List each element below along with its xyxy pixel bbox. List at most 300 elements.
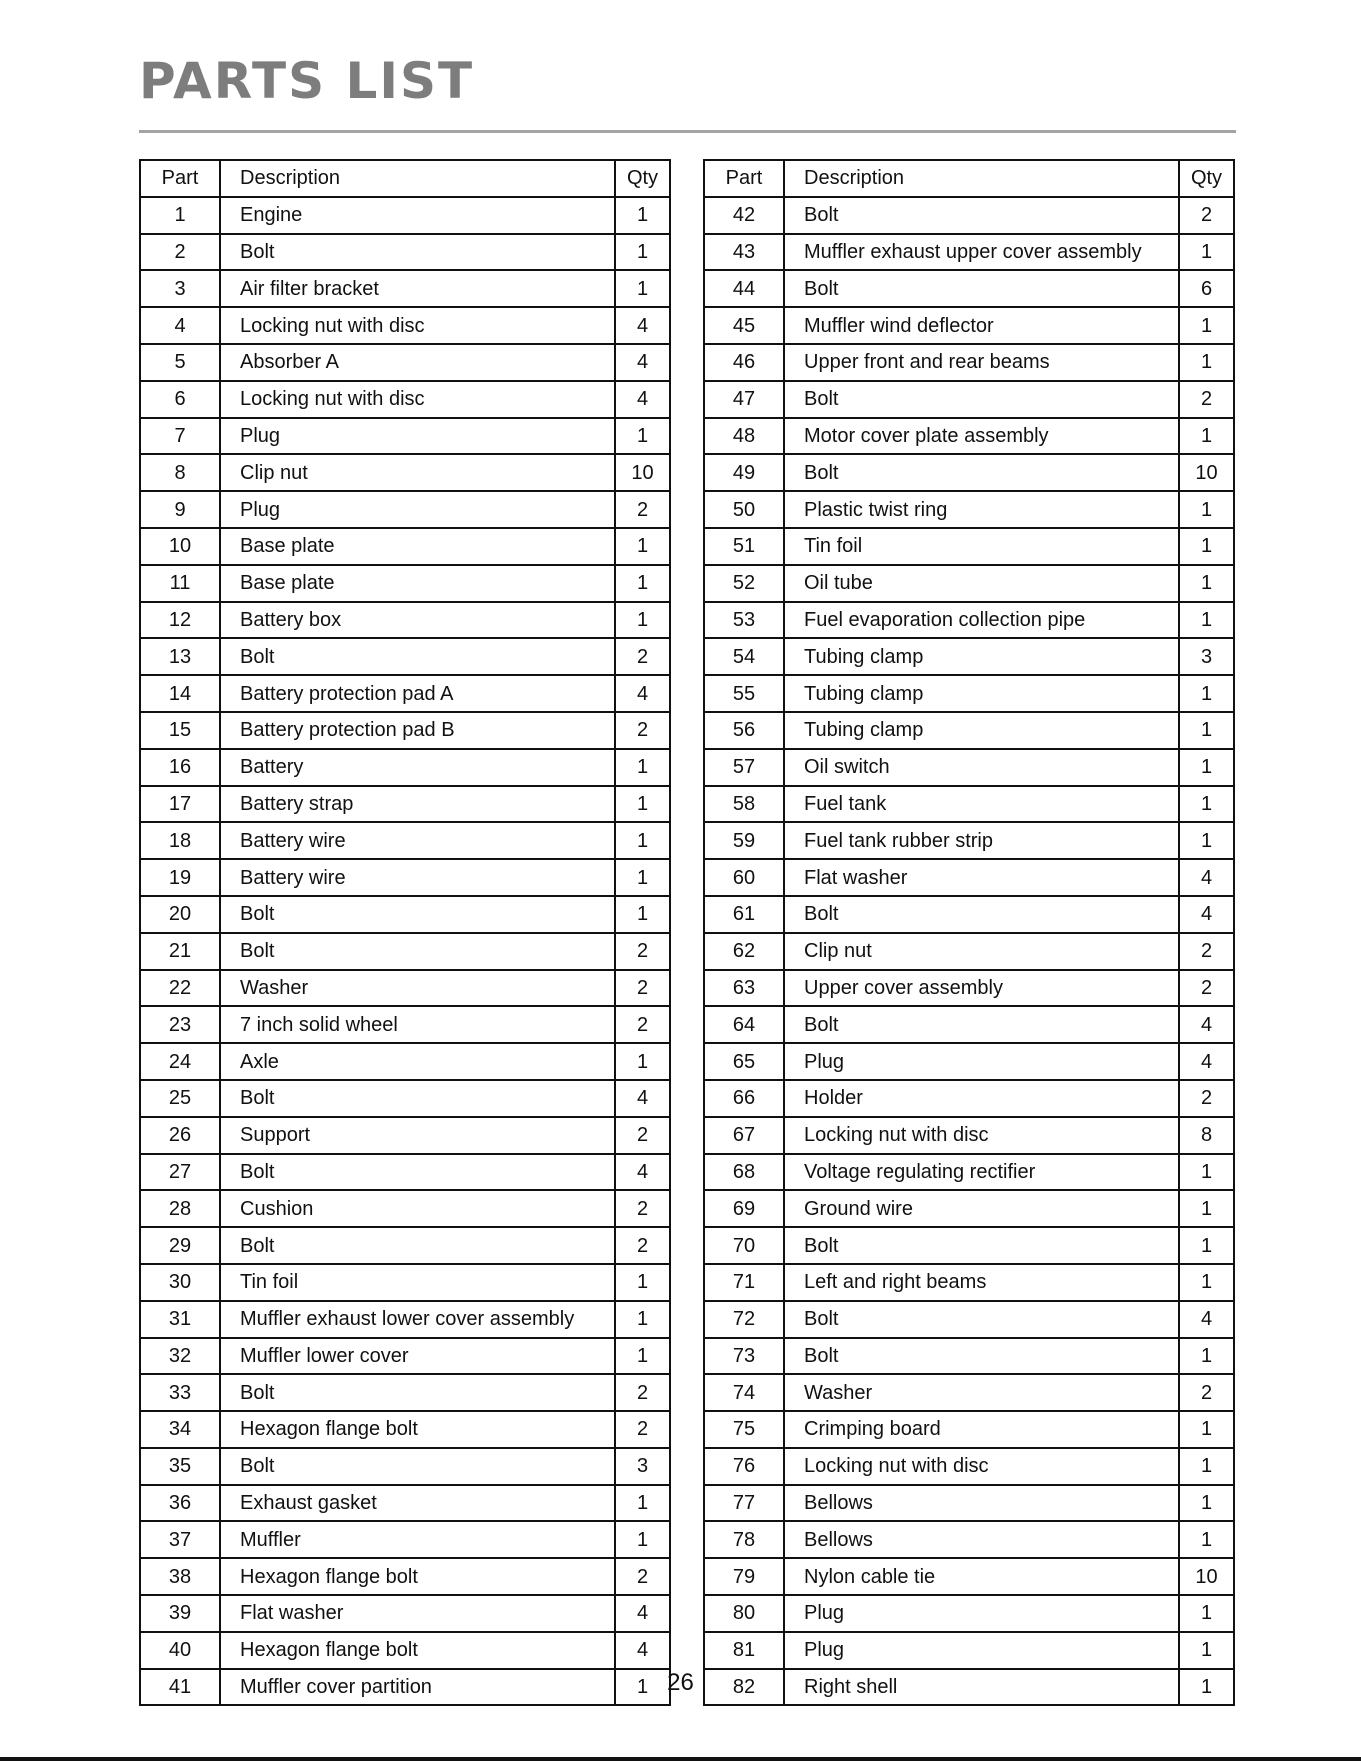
part-number-cell: 19 bbox=[140, 859, 220, 896]
description-cell: Muffler bbox=[220, 1521, 615, 1558]
description-cell: Bolt bbox=[220, 1227, 615, 1264]
description-cell: Tin foil bbox=[784, 528, 1179, 565]
table-row bbox=[140, 418, 670, 455]
table-row bbox=[704, 344, 1234, 381]
quantity-cell: 4 bbox=[615, 1080, 670, 1117]
part-number-cell: 75 bbox=[704, 1411, 784, 1448]
quantity-cell: 1 bbox=[1179, 1338, 1234, 1375]
part-number-cell: 39 bbox=[140, 1595, 220, 1632]
description-cell: Bolt bbox=[220, 1154, 615, 1191]
part-number-cell: 24 bbox=[140, 1043, 220, 1080]
table-row bbox=[704, 970, 1234, 1007]
page-number: 26 bbox=[667, 1669, 694, 1696]
quantity-cell: 2 bbox=[1179, 970, 1234, 1007]
part-number-cell: 63 bbox=[704, 970, 784, 1007]
header-part: Part bbox=[704, 160, 784, 197]
description-cell: Plug bbox=[220, 491, 615, 528]
description-cell: Bolt bbox=[220, 896, 615, 933]
quantity-cell: 10 bbox=[1179, 454, 1234, 491]
table-row bbox=[140, 749, 670, 786]
quantity-cell: 4 bbox=[615, 1595, 670, 1632]
description-cell: Clip nut bbox=[784, 933, 1179, 970]
table-row bbox=[704, 933, 1234, 970]
table-row bbox=[140, 270, 670, 307]
part-number-cell: 40 bbox=[140, 1632, 220, 1669]
quantity-cell: 1 bbox=[1179, 822, 1234, 859]
header-description: Description bbox=[784, 160, 1179, 197]
table-row bbox=[704, 1154, 1234, 1191]
description-cell: Oil switch bbox=[784, 749, 1179, 786]
description-cell: Plug bbox=[784, 1595, 1179, 1632]
quantity-cell: 2 bbox=[615, 1374, 670, 1411]
description-cell: Tin foil bbox=[220, 1264, 615, 1301]
part-number-cell: 65 bbox=[704, 1043, 784, 1080]
part-number-cell: 37 bbox=[140, 1521, 220, 1558]
table-row bbox=[704, 1117, 1234, 1154]
description-cell: Bolt bbox=[220, 638, 615, 675]
table-row bbox=[140, 1043, 670, 1080]
quantity-cell: 1 bbox=[1179, 675, 1234, 712]
description-cell: Bolt bbox=[784, 1006, 1179, 1043]
description-cell: Washer bbox=[784, 1374, 1179, 1411]
quantity-cell: 1 bbox=[615, 1485, 670, 1522]
table-row bbox=[704, 896, 1234, 933]
description-cell: Tubing clamp bbox=[784, 675, 1179, 712]
table-row bbox=[140, 1448, 670, 1485]
part-number-cell: 41 bbox=[140, 1669, 220, 1706]
part-number-cell: 22 bbox=[140, 970, 220, 1007]
table-row bbox=[704, 1338, 1234, 1375]
description-cell: Exhaust gasket bbox=[220, 1485, 615, 1522]
quantity-cell: 6 bbox=[1179, 270, 1234, 307]
quantity-cell: 1 bbox=[615, 197, 670, 234]
part-number-cell: 23 bbox=[140, 1006, 220, 1043]
part-number-cell: 4 bbox=[140, 307, 220, 344]
description-cell: Bolt bbox=[220, 1374, 615, 1411]
description-cell: Engine bbox=[220, 197, 615, 234]
table-row bbox=[140, 786, 670, 823]
description-cell: Base plate bbox=[220, 565, 615, 602]
part-number-cell: 49 bbox=[704, 454, 784, 491]
description-cell: Battery wire bbox=[220, 822, 615, 859]
description-cell: Fuel tank rubber strip bbox=[784, 822, 1179, 859]
description-cell: Air filter bracket bbox=[220, 270, 615, 307]
table-row bbox=[704, 1374, 1234, 1411]
table-row bbox=[140, 1080, 670, 1117]
quantity-cell: 1 bbox=[1179, 1227, 1234, 1264]
part-number-cell: 38 bbox=[140, 1558, 220, 1595]
quantity-cell: 4 bbox=[1179, 1006, 1234, 1043]
quantity-cell: 2 bbox=[615, 1411, 670, 1448]
quantity-cell: 1 bbox=[615, 602, 670, 639]
quantity-cell: 1 bbox=[1179, 1521, 1234, 1558]
table-row bbox=[140, 896, 670, 933]
table-header-row bbox=[140, 160, 670, 197]
quantity-cell: 1 bbox=[1179, 1485, 1234, 1522]
parts-table-left bbox=[139, 159, 671, 1706]
quantity-cell: 1 bbox=[615, 1521, 670, 1558]
description-cell: Right shell bbox=[784, 1669, 1179, 1706]
quantity-cell: 2 bbox=[615, 1006, 670, 1043]
quantity-cell: 1 bbox=[615, 786, 670, 823]
quantity-cell: 1 bbox=[1179, 786, 1234, 823]
part-number-cell: 5 bbox=[140, 344, 220, 381]
table-row bbox=[704, 197, 1234, 234]
description-cell: Washer bbox=[220, 970, 615, 1007]
table-row bbox=[704, 1006, 1234, 1043]
description-cell: Hexagon flange bolt bbox=[220, 1558, 615, 1595]
description-cell: Flat washer bbox=[784, 859, 1179, 896]
table-row bbox=[704, 786, 1234, 823]
quantity-cell: 2 bbox=[1179, 197, 1234, 234]
part-number-cell: 64 bbox=[704, 1006, 784, 1043]
description-cell: Hexagon flange bolt bbox=[220, 1411, 615, 1448]
part-number-cell: 8 bbox=[140, 454, 220, 491]
description-cell: Plug bbox=[784, 1632, 1179, 1669]
parts-table-left-body bbox=[140, 197, 670, 1706]
table-row bbox=[140, 197, 670, 234]
table-row bbox=[704, 454, 1234, 491]
header-description: Description bbox=[220, 160, 615, 197]
part-number-cell: 26 bbox=[140, 1117, 220, 1154]
description-cell: Base plate bbox=[220, 528, 615, 565]
description-cell: Plug bbox=[220, 418, 615, 455]
part-number-cell: 17 bbox=[140, 786, 220, 823]
description-cell: Oil tube bbox=[784, 565, 1179, 602]
table-row bbox=[704, 307, 1234, 344]
quantity-cell: 2 bbox=[615, 933, 670, 970]
part-number-cell: 18 bbox=[140, 822, 220, 859]
quantity-cell: 3 bbox=[615, 1448, 670, 1485]
table-row bbox=[704, 1190, 1234, 1227]
part-number-cell: 52 bbox=[704, 565, 784, 602]
quantity-cell: 1 bbox=[615, 528, 670, 565]
table-row bbox=[140, 1485, 670, 1522]
quantity-cell: 4 bbox=[1179, 1043, 1234, 1080]
table-row bbox=[704, 675, 1234, 712]
part-number-cell: 55 bbox=[704, 675, 784, 712]
quantity-cell: 1 bbox=[615, 1669, 670, 1706]
table-row bbox=[140, 1558, 670, 1595]
part-number-cell: 42 bbox=[704, 197, 784, 234]
table-row bbox=[140, 675, 670, 712]
part-number-cell: 76 bbox=[704, 1448, 784, 1485]
quantity-cell: 1 bbox=[615, 859, 670, 896]
table-row bbox=[140, 1521, 670, 1558]
quantity-cell: 2 bbox=[615, 712, 670, 749]
part-number-cell: 31 bbox=[140, 1301, 220, 1338]
description-cell: Plastic twist ring bbox=[784, 491, 1179, 528]
part-number-cell: 74 bbox=[704, 1374, 784, 1411]
part-number-cell: 1 bbox=[140, 197, 220, 234]
part-number-cell: 53 bbox=[704, 602, 784, 639]
table-row bbox=[140, 1227, 670, 1264]
description-cell: Hexagon flange bolt bbox=[220, 1632, 615, 1669]
description-cell: Bolt bbox=[784, 1227, 1179, 1264]
description-cell: Bolt bbox=[220, 1448, 615, 1485]
quantity-cell: 1 bbox=[1179, 1154, 1234, 1191]
table-row bbox=[704, 1043, 1234, 1080]
header-qty: Qty bbox=[1179, 160, 1234, 197]
quantity-cell: 4 bbox=[615, 344, 670, 381]
quantity-cell: 1 bbox=[615, 234, 670, 271]
description-cell: Bellows bbox=[784, 1485, 1179, 1522]
part-number-cell: 61 bbox=[704, 896, 784, 933]
part-number-cell: 54 bbox=[704, 638, 784, 675]
description-cell: Support bbox=[220, 1117, 615, 1154]
part-number-cell: 35 bbox=[140, 1448, 220, 1485]
quantity-cell: 2 bbox=[1179, 1080, 1234, 1117]
quantity-cell: 1 bbox=[615, 822, 670, 859]
part-number-cell: 45 bbox=[704, 307, 784, 344]
part-number-cell: 82 bbox=[704, 1669, 784, 1706]
part-number-cell: 56 bbox=[704, 712, 784, 749]
part-number-cell: 71 bbox=[704, 1264, 784, 1301]
part-number-cell: 36 bbox=[140, 1485, 220, 1522]
quantity-cell: 2 bbox=[1179, 933, 1234, 970]
description-cell: Locking nut with disc bbox=[220, 381, 615, 418]
part-number-cell: 2 bbox=[140, 234, 220, 271]
part-number-cell: 9 bbox=[140, 491, 220, 528]
bottom-divider bbox=[0, 1757, 1361, 1761]
part-number-cell: 3 bbox=[140, 270, 220, 307]
part-number-cell: 48 bbox=[704, 418, 784, 455]
description-cell: Bolt bbox=[784, 270, 1179, 307]
description-cell: Flat washer bbox=[220, 1595, 615, 1632]
table-row bbox=[704, 381, 1234, 418]
table-row bbox=[140, 1006, 670, 1043]
quantity-cell: 1 bbox=[1179, 491, 1234, 528]
part-number-cell: 81 bbox=[704, 1632, 784, 1669]
part-number-cell: 60 bbox=[704, 859, 784, 896]
part-number-cell: 70 bbox=[704, 1227, 784, 1264]
table-row bbox=[704, 1080, 1234, 1117]
table-row bbox=[704, 712, 1234, 749]
table-row bbox=[140, 307, 670, 344]
table-row bbox=[704, 491, 1234, 528]
description-cell: Voltage regulating rectifier bbox=[784, 1154, 1179, 1191]
part-number-cell: 57 bbox=[704, 749, 784, 786]
quantity-cell: 1 bbox=[615, 1264, 670, 1301]
table-row bbox=[140, 1632, 670, 1669]
part-number-cell: 12 bbox=[140, 602, 220, 639]
table-row bbox=[140, 381, 670, 418]
description-cell: Motor cover plate assembly bbox=[784, 418, 1179, 455]
table-row bbox=[140, 1264, 670, 1301]
description-cell: Holder bbox=[784, 1080, 1179, 1117]
header-part: Part bbox=[140, 160, 220, 197]
title-divider bbox=[139, 130, 1236, 133]
quantity-cell: 8 bbox=[1179, 1117, 1234, 1154]
table-row bbox=[140, 859, 670, 896]
part-number-cell: 47 bbox=[704, 381, 784, 418]
quantity-cell: 1 bbox=[615, 418, 670, 455]
quantity-cell: 1 bbox=[615, 896, 670, 933]
quantity-cell: 1 bbox=[1179, 1595, 1234, 1632]
table-row bbox=[704, 234, 1234, 271]
quantity-cell: 1 bbox=[1179, 602, 1234, 639]
quantity-cell: 1 bbox=[1179, 749, 1234, 786]
quantity-cell: 1 bbox=[1179, 1190, 1234, 1227]
part-number-cell: 20 bbox=[140, 896, 220, 933]
table-row bbox=[140, 970, 670, 1007]
part-number-cell: 25 bbox=[140, 1080, 220, 1117]
part-number-cell: 43 bbox=[704, 234, 784, 271]
description-cell: Ground wire bbox=[784, 1190, 1179, 1227]
quantity-cell: 2 bbox=[615, 1117, 670, 1154]
part-number-cell: 13 bbox=[140, 638, 220, 675]
part-number-cell: 6 bbox=[140, 381, 220, 418]
description-cell: Battery box bbox=[220, 602, 615, 639]
quantity-cell: 2 bbox=[1179, 1374, 1234, 1411]
description-cell: Locking nut with disc bbox=[220, 307, 615, 344]
part-number-cell: 51 bbox=[704, 528, 784, 565]
quantity-cell: 4 bbox=[615, 307, 670, 344]
part-number-cell: 77 bbox=[704, 1485, 784, 1522]
quantity-cell: 1 bbox=[1179, 418, 1234, 455]
description-cell: Battery wire bbox=[220, 859, 615, 896]
table-row bbox=[704, 1301, 1234, 1338]
quantity-cell: 1 bbox=[1179, 528, 1234, 565]
table-row bbox=[140, 712, 670, 749]
description-cell: Muffler lower cover bbox=[220, 1338, 615, 1375]
part-number-cell: 14 bbox=[140, 675, 220, 712]
table-row bbox=[140, 638, 670, 675]
description-cell: Fuel tank bbox=[784, 786, 1179, 823]
table-row bbox=[140, 933, 670, 970]
table-row bbox=[704, 1411, 1234, 1448]
quantity-cell: 2 bbox=[615, 1190, 670, 1227]
description-cell: Locking nut with disc bbox=[784, 1117, 1179, 1154]
description-cell: Tubing clamp bbox=[784, 712, 1179, 749]
table-row bbox=[140, 1154, 670, 1191]
table-row bbox=[704, 270, 1234, 307]
description-cell: Battery protection pad B bbox=[220, 712, 615, 749]
description-cell: Bolt bbox=[784, 381, 1179, 418]
description-cell: Battery protection pad A bbox=[220, 675, 615, 712]
quantity-cell: 1 bbox=[1179, 307, 1234, 344]
table-row bbox=[140, 602, 670, 639]
description-cell: Nylon cable tie bbox=[784, 1558, 1179, 1595]
part-number-cell: 66 bbox=[704, 1080, 784, 1117]
part-number-cell: 79 bbox=[704, 1558, 784, 1595]
part-number-cell: 80 bbox=[704, 1595, 784, 1632]
table-row bbox=[704, 528, 1234, 565]
header-qty: Qty bbox=[615, 160, 670, 197]
part-number-cell: 7 bbox=[140, 418, 220, 455]
table-row bbox=[704, 1485, 1234, 1522]
description-cell: Plug bbox=[784, 1043, 1179, 1080]
table-row bbox=[140, 1374, 670, 1411]
table-row bbox=[140, 1117, 670, 1154]
quantity-cell: 4 bbox=[615, 1632, 670, 1669]
part-number-cell: 73 bbox=[704, 1338, 784, 1375]
part-number-cell: 28 bbox=[140, 1190, 220, 1227]
part-number-cell: 33 bbox=[140, 1374, 220, 1411]
quantity-cell: 1 bbox=[1179, 344, 1234, 381]
part-number-cell: 46 bbox=[704, 344, 784, 381]
description-cell: Left and right beams bbox=[784, 1264, 1179, 1301]
quantity-cell: 1 bbox=[1179, 234, 1234, 271]
part-number-cell: 29 bbox=[140, 1227, 220, 1264]
description-cell: Bolt bbox=[220, 1080, 615, 1117]
quantity-cell: 2 bbox=[615, 1227, 670, 1264]
quantity-cell: 2 bbox=[615, 638, 670, 675]
part-number-cell: 30 bbox=[140, 1264, 220, 1301]
quantity-cell: 4 bbox=[615, 381, 670, 418]
quantity-cell: 1 bbox=[1179, 565, 1234, 602]
description-cell: Muffler exhaust upper cover assembly bbox=[784, 234, 1179, 271]
table-row bbox=[140, 454, 670, 491]
table-row bbox=[704, 1521, 1234, 1558]
quantity-cell: 4 bbox=[615, 675, 670, 712]
description-cell: Axle bbox=[220, 1043, 615, 1080]
part-number-cell: 58 bbox=[704, 786, 784, 823]
description-cell: Muffler exhaust lower cover assembly bbox=[220, 1301, 615, 1338]
description-cell: Crimping board bbox=[784, 1411, 1179, 1448]
table-row bbox=[704, 418, 1234, 455]
part-number-cell: 67 bbox=[704, 1117, 784, 1154]
description-cell: Locking nut with disc bbox=[784, 1448, 1179, 1485]
description-cell: Absorber A bbox=[220, 344, 615, 381]
part-number-cell: 69 bbox=[704, 1190, 784, 1227]
part-number-cell: 72 bbox=[704, 1301, 784, 1338]
part-number-cell: 15 bbox=[140, 712, 220, 749]
description-cell: Fuel evaporation collection pipe bbox=[784, 602, 1179, 639]
description-cell: 7 inch solid wheel bbox=[220, 1006, 615, 1043]
description-cell: Bellows bbox=[784, 1521, 1179, 1558]
table-row bbox=[704, 1558, 1234, 1595]
description-cell: Bolt bbox=[784, 896, 1179, 933]
table-row bbox=[704, 1264, 1234, 1301]
part-number-cell: 44 bbox=[704, 270, 784, 307]
quantity-cell: 1 bbox=[615, 1338, 670, 1375]
description-cell: Bolt bbox=[784, 197, 1179, 234]
table-row bbox=[704, 638, 1234, 675]
quantity-cell: 1 bbox=[1179, 1669, 1234, 1706]
quantity-cell: 4 bbox=[615, 1154, 670, 1191]
part-number-cell: 32 bbox=[140, 1338, 220, 1375]
quantity-cell: 1 bbox=[615, 1043, 670, 1080]
table-row bbox=[704, 1227, 1234, 1264]
table-header-row bbox=[704, 160, 1234, 197]
table-row bbox=[704, 1448, 1234, 1485]
quantity-cell: 4 bbox=[1179, 1301, 1234, 1338]
table-row bbox=[140, 528, 670, 565]
description-cell: Muffler wind deflector bbox=[784, 307, 1179, 344]
part-number-cell: 16 bbox=[140, 749, 220, 786]
parts-table-right-body bbox=[704, 197, 1234, 1706]
part-number-cell: 50 bbox=[704, 491, 784, 528]
table-row bbox=[140, 344, 670, 381]
table-row bbox=[704, 859, 1234, 896]
table-row bbox=[140, 1411, 670, 1448]
quantity-cell: 2 bbox=[615, 970, 670, 1007]
quantity-cell: 1 bbox=[1179, 1264, 1234, 1301]
table-row bbox=[140, 491, 670, 528]
table-row bbox=[140, 234, 670, 271]
description-cell: Battery bbox=[220, 749, 615, 786]
quantity-cell: 3 bbox=[1179, 638, 1234, 675]
quantity-cell: 1 bbox=[615, 749, 670, 786]
quantity-cell: 1 bbox=[1179, 1448, 1234, 1485]
quantity-cell: 2 bbox=[1179, 381, 1234, 418]
quantity-cell: 2 bbox=[615, 1558, 670, 1595]
part-number-cell: 27 bbox=[140, 1154, 220, 1191]
quantity-cell: 1 bbox=[1179, 1411, 1234, 1448]
table-row bbox=[704, 822, 1234, 859]
description-cell: Cushion bbox=[220, 1190, 615, 1227]
